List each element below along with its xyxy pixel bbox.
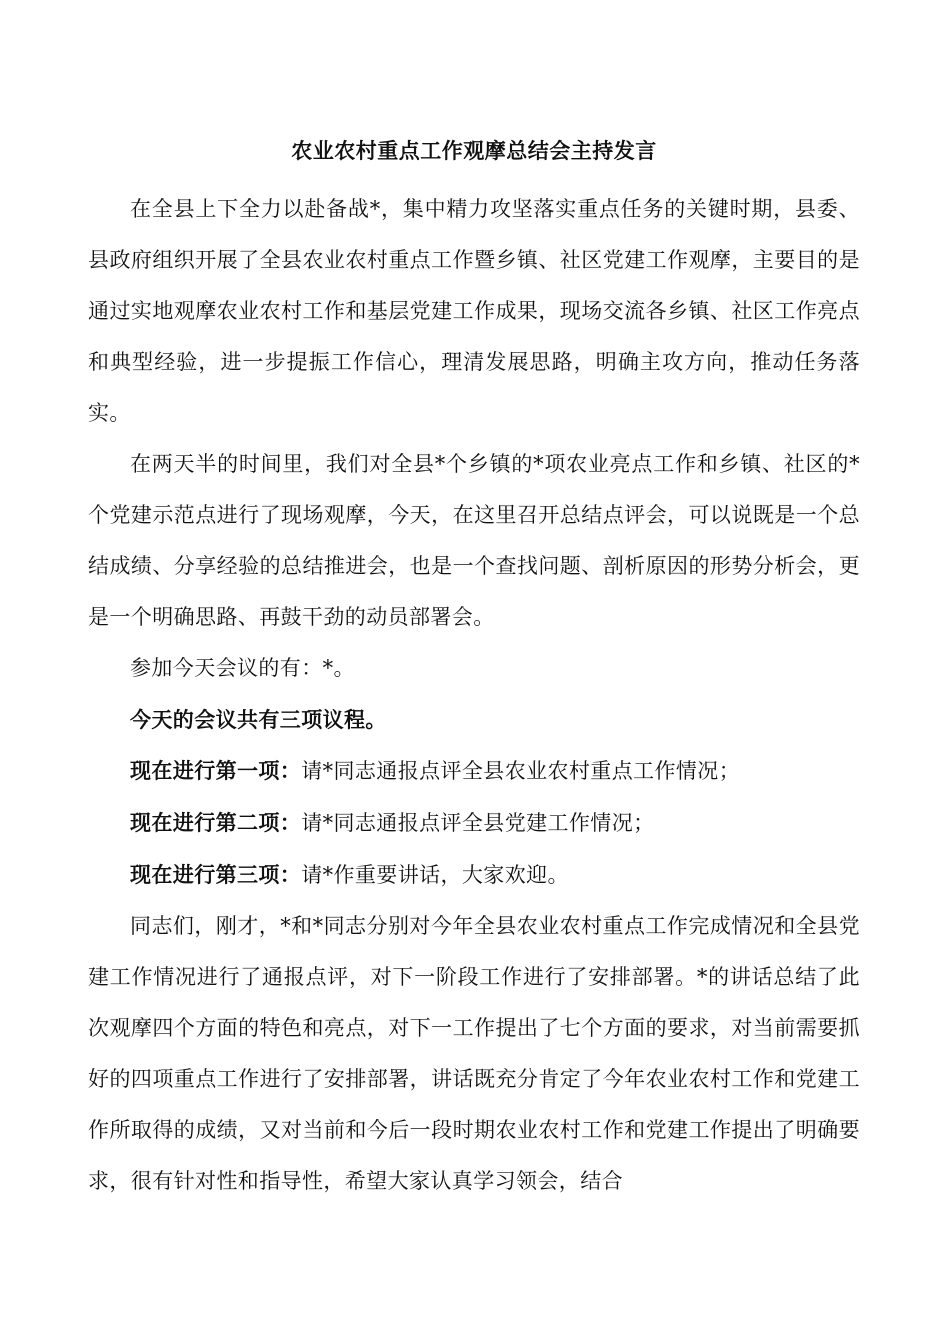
paragraph-intro: 在全县上下全力以赴备战*，集中精力攻坚落实重点任务的关键时期，县委、县政府组织开展了全县农业农村重点工作暨乡镇、社区党建工作观摩，主要目的是通过实地观摩农业农村工作和基层党建工作成果，现场交流各乡镇、社区工作亮点和典型经验，进一步提振工作信心，理清发展思路，明确主攻方向，推动任务落实。 — [88, 197, 860, 425]
agenda-item-3-lead: 现在进行第三项： — [130, 862, 302, 887]
paragraph-agenda-intro: 今天的会议共有三项议程。 — [130, 707, 387, 732]
document-title: 农业农村重点工作观摩总结会主持发言 — [291, 138, 657, 163]
document-page — [88, 134, 860, 1207]
paragraph-summary: 同志们，刚才，*和*同志分别对今年全县农业农村重点工作完成情况和全县党建工作情况进行了通报点评，对下一阶段工作进行了安排部署。*的讲话总结了此次观摩四个方面的特色和亮点，对下一工作提出了七个方面的要求，对当前需要抓好的四项重点工作进行了安排部署，讲话既充分肯定了今年农业农村工作和党建工作所取得的成绩，又对当前和今后一段时期农业农村工作和党建工作提出了明确要求，很有针对性和指导性，希望大家认真学习领会，结合 — [88, 914, 860, 1193]
agenda-item-2-lead: 现在进行第二项： — [130, 810, 302, 835]
agenda-item-2-text: 请*同志通报点评全县党建工作情况； — [301, 811, 655, 835]
agenda-item-3-text: 请*作重要讲话，大家欢迎。 — [301, 863, 569, 887]
agenda-item-3 — [88, 849, 860, 901]
paragraph-observation: 在两天半的时间里，我们对全县*个乡镇的*项农业亮点工作和乡镇、社区的*个党建示范点进行了现场观摩，今天，在这里召开总结点评会，可以说既是一个总结成绩、分享经验的总结推进会，也是一个查找问题、剖析原因的形势分析会，更是一个明确思路、再鼓干劲的动员部署会。 — [88, 452, 860, 629]
agenda-item-1-text: 请*同志通报点评全县农业农村重点工作情况； — [301, 759, 741, 783]
agenda-item-2 — [88, 797, 860, 849]
paragraph-attendees: 参加今天会议的有：*。 — [130, 656, 355, 680]
agenda-item-1 — [88, 745, 860, 797]
agenda-item-1-lead: 现在进行第一项： — [130, 758, 302, 783]
